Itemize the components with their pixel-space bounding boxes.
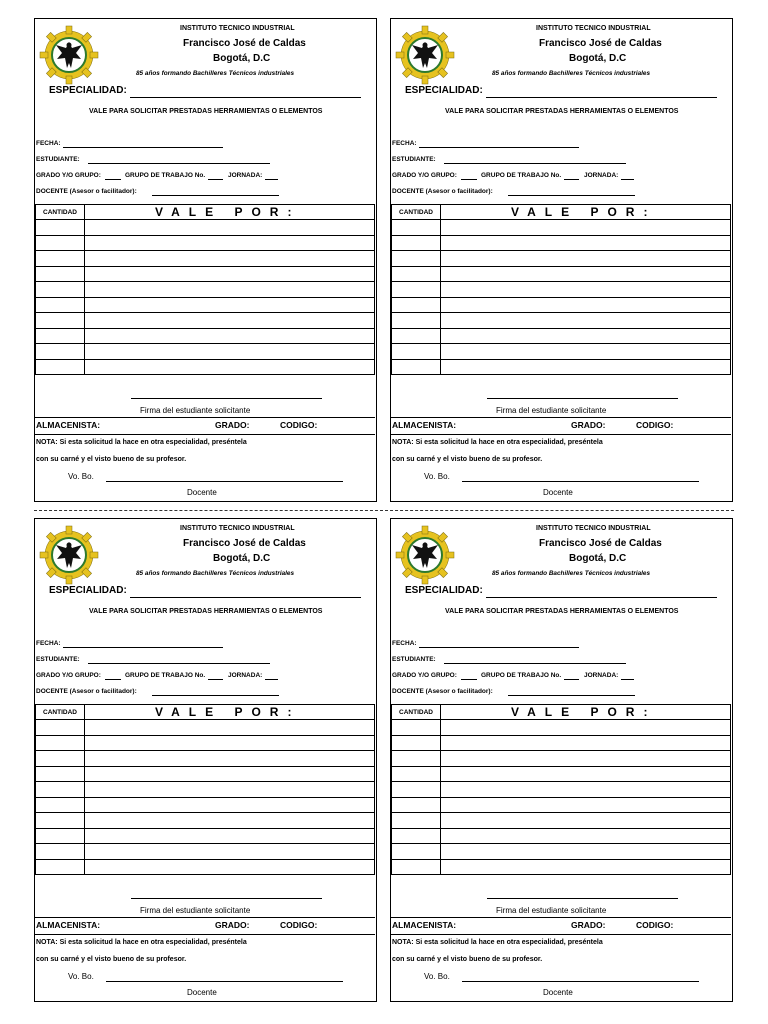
- item-description-cell[interactable]: [441, 282, 731, 298]
- note-line-1: NOTA: Si esta solicitud la hace en otra especialidad, preséntela: [36, 939, 247, 946]
- loan-voucher-form: [390, 518, 733, 1002]
- estudiante-field[interactable]: [444, 663, 626, 664]
- grado-grupo-label: GRADO Y/O GRUPO:: [392, 672, 457, 679]
- items-table: [391, 204, 731, 375]
- grupo-trabajo-field[interactable]: [208, 679, 223, 680]
- item-description-cell[interactable]: [441, 844, 731, 860]
- item-description-cell[interactable]: [85, 782, 375, 798]
- fecha-label: FECHA:: [36, 140, 61, 147]
- docente-label: DOCENTE (Asesor o facilitador):: [36, 688, 137, 695]
- divider: [35, 417, 375, 418]
- institution-name: INSTITUTO TECNICO INDUSTRIAL: [180, 25, 295, 32]
- almacenista-label: ALMACENISTA:: [36, 920, 101, 930]
- quantity-cell[interactable]: [392, 297, 441, 313]
- school-crest-icon: [393, 523, 457, 587]
- item-description-cell[interactable]: [441, 859, 731, 875]
- grado-label: GRADO:: [215, 920, 250, 930]
- student-signature-label: Firma del estudiante solicitante: [140, 906, 251, 915]
- form-title: VALE PARA SOLICITAR PRESTADAS HERRAMIENTAS O ELEMENTOS: [89, 108, 323, 115]
- especialidad-field[interactable]: [130, 597, 361, 598]
- almacenista-label: ALMACENISTA:: [36, 420, 101, 430]
- student-signature-label: Firma del estudiante solicitante: [496, 906, 607, 915]
- quantity-cell[interactable]: [36, 282, 85, 298]
- codigo-label: CODIGO:: [636, 920, 674, 930]
- item-row: [36, 313, 375, 329]
- item-description-cell[interactable]: [85, 313, 375, 329]
- item-row: [392, 720, 731, 736]
- estudiante-label: ESTUDIANTE:: [36, 656, 80, 663]
- jornada-field[interactable]: [621, 679, 634, 680]
- quantity-cell[interactable]: [36, 720, 85, 736]
- item-row: [392, 266, 731, 282]
- quantity-cell[interactable]: [392, 220, 441, 236]
- quantity-cell[interactable]: [36, 797, 85, 813]
- items-header-row: [36, 205, 375, 220]
- school-name: Francisco José de Caldas: [539, 538, 662, 549]
- grado-label: GRADO:: [571, 420, 606, 430]
- school-crest-icon: [393, 23, 457, 87]
- docente-signature-label: Docente: [187, 488, 217, 497]
- item-row: [36, 813, 375, 829]
- jornada-label: JORNADA:: [228, 172, 263, 179]
- city-name: Bogotá, D.C: [569, 553, 627, 564]
- school-name: Francisco José de Caldas: [539, 38, 662, 49]
- item-row: [392, 297, 731, 313]
- item-description-cell[interactable]: [85, 344, 375, 360]
- item-description-cell[interactable]: [441, 235, 731, 251]
- codigo-label: CODIGO:: [636, 420, 674, 430]
- quantity-cell[interactable]: [392, 782, 441, 798]
- vobo-label: Vo. Bo.: [68, 472, 94, 481]
- student-signature-label: Firma del estudiante solicitante: [496, 406, 607, 415]
- docente-label: DOCENTE (Asesor o facilitador):: [392, 688, 493, 695]
- note-line-1: NOTA: Si esta solicitud la hace en otra especialidad, preséntela: [36, 439, 247, 446]
- grupo-trabajo-label: GRUPO DE TRABAJO No.: [125, 672, 206, 679]
- quantity-cell[interactable]: [392, 720, 441, 736]
- item-description-cell[interactable]: [85, 828, 375, 844]
- item-row: [392, 344, 731, 360]
- quantity-cell[interactable]: [392, 844, 441, 860]
- form-title: VALE PARA SOLICITAR PRESTADAS HERRAMIENTAS O ELEMENTOS: [89, 608, 323, 615]
- item-description-cell[interactable]: [85, 235, 375, 251]
- item-row: [36, 297, 375, 313]
- note-line-2: con su carné y el visto bueno de su profesor.: [392, 456, 543, 463]
- item-description-cell[interactable]: [85, 220, 375, 236]
- item-description-cell[interactable]: [441, 328, 731, 344]
- grado-grupo-field[interactable]: [461, 179, 477, 180]
- item-row: [392, 282, 731, 298]
- note-line-1: NOTA: Si esta solicitud la hace en otra especialidad, preséntela: [392, 939, 603, 946]
- docente-label: DOCENTE (Asesor o facilitador):: [392, 188, 493, 195]
- grupo-trabajo-field[interactable]: [564, 679, 579, 680]
- fecha-label: FECHA:: [36, 640, 61, 647]
- institution-name: INSTITUTO TECNICO INDUSTRIAL: [536, 25, 651, 32]
- item-row: [392, 235, 731, 251]
- quantity-cell[interactable]: [392, 859, 441, 875]
- item-description-cell[interactable]: [441, 266, 731, 282]
- loan-voucher-form: [34, 18, 377, 502]
- form-title: VALE PARA SOLICITAR PRESTADAS HERRAMIENTAS O ELEMENTOS: [445, 608, 679, 615]
- tagline: 85 años formando Bachilleres Técnicos industriales: [492, 70, 651, 77]
- quantity-cell[interactable]: [36, 844, 85, 860]
- item-description-cell[interactable]: [85, 251, 375, 267]
- item-row: [36, 828, 375, 844]
- cut-line: [34, 510, 734, 511]
- item-description-cell[interactable]: [441, 828, 731, 844]
- divider: [391, 417, 731, 418]
- codigo-label: CODIGO:: [280, 920, 318, 930]
- item-row: [36, 782, 375, 798]
- quantity-cell[interactable]: [36, 313, 85, 329]
- docente-field[interactable]: [152, 195, 279, 196]
- quantity-cell[interactable]: [36, 220, 85, 236]
- quantity-cell[interactable]: [36, 235, 85, 251]
- school-crest-icon: [37, 523, 101, 587]
- estudiante-field[interactable]: [444, 163, 626, 164]
- grupo-trabajo-field[interactable]: [208, 179, 223, 180]
- loan-voucher-form: [34, 518, 377, 1002]
- grupo-trabajo-label: GRUPO DE TRABAJO No.: [125, 172, 206, 179]
- vobo-label: Vo. Bo.: [68, 972, 94, 981]
- quantity-cell[interactable]: [36, 782, 85, 798]
- tagline: 85 años formando Bachilleres Técnicos industriales: [492, 570, 651, 577]
- vale-por-header: VALE POR:: [441, 705, 731, 720]
- grado-label: GRADO:: [571, 920, 606, 930]
- docente-signature-label: Docente: [543, 488, 573, 497]
- estudiante-label: ESTUDIANTE:: [36, 156, 80, 163]
- cantidad-header: CANTIDAD: [36, 705, 85, 720]
- item-row: [36, 766, 375, 782]
- cantidad-header: CANTIDAD: [392, 705, 441, 720]
- vale-por-header: VALE POR:: [85, 705, 375, 720]
- fecha-field[interactable]: [419, 647, 579, 648]
- almacenista-label: ALMACENISTA:: [392, 420, 457, 430]
- docente-signature-label: Docente: [187, 988, 217, 997]
- jornada-label: JORNADA:: [584, 172, 619, 179]
- quantity-cell[interactable]: [36, 344, 85, 360]
- jornada-field[interactable]: [265, 679, 278, 680]
- quantity-cell[interactable]: [36, 859, 85, 875]
- item-description-cell[interactable]: [441, 220, 731, 236]
- grado-grupo-label: GRADO Y/O GRUPO:: [36, 672, 101, 679]
- item-row: [392, 782, 731, 798]
- items-table: [35, 704, 375, 875]
- estudiante-field[interactable]: [88, 663, 270, 664]
- item-row: [392, 828, 731, 844]
- grado-grupo-field[interactable]: [105, 179, 121, 180]
- grado-grupo-label: GRADO Y/O GRUPO:: [36, 172, 101, 179]
- item-row: [36, 844, 375, 860]
- item-row: [392, 220, 731, 236]
- quantity-cell[interactable]: [392, 328, 441, 344]
- item-row: [36, 251, 375, 267]
- item-row: [36, 220, 375, 236]
- quantity-cell[interactable]: [392, 266, 441, 282]
- quantity-cell[interactable]: [392, 344, 441, 360]
- item-row: [36, 797, 375, 813]
- jornada-label: JORNADA:: [584, 672, 619, 679]
- item-row: [36, 735, 375, 751]
- item-row: [36, 720, 375, 736]
- item-description-cell[interactable]: [441, 766, 731, 782]
- item-description-cell[interactable]: [441, 344, 731, 360]
- docente-field[interactable]: [152, 695, 279, 696]
- jornada-field[interactable]: [265, 179, 278, 180]
- fecha-label: FECHA:: [392, 140, 417, 147]
- estudiante-label: ESTUDIANTE:: [392, 156, 436, 163]
- quantity-cell[interactable]: [392, 797, 441, 813]
- item-description-cell[interactable]: [441, 735, 731, 751]
- divider: [391, 917, 731, 918]
- vobo-signature-field[interactable]: [462, 481, 699, 482]
- divider: [35, 434, 375, 435]
- item-description-cell[interactable]: [441, 782, 731, 798]
- fecha-field[interactable]: [63, 147, 223, 148]
- quantity-cell[interactable]: [392, 251, 441, 267]
- grado-grupo-field[interactable]: [105, 679, 121, 680]
- note-line-2: con su carné y el visto bueno de su profesor.: [392, 956, 543, 963]
- quantity-cell[interactable]: [392, 751, 441, 767]
- city-name: Bogotá, D.C: [213, 53, 271, 64]
- item-row: [392, 751, 731, 767]
- jornada-label: JORNADA:: [228, 672, 263, 679]
- item-row: [392, 797, 731, 813]
- quantity-cell[interactable]: [392, 235, 441, 251]
- quantity-cell[interactable]: [36, 766, 85, 782]
- student-signature-label: Firma del estudiante solicitante: [140, 406, 251, 415]
- fecha-field[interactable]: [419, 147, 579, 148]
- item-description-cell[interactable]: [85, 720, 375, 736]
- student-signature-field[interactable]: [131, 898, 322, 899]
- quantity-cell[interactable]: [392, 313, 441, 329]
- tagline: 85 años formando Bachilleres Técnicos industriales: [136, 570, 295, 577]
- item-description-cell[interactable]: [85, 766, 375, 782]
- item-description-cell[interactable]: [85, 844, 375, 860]
- school-crest-icon: [37, 23, 101, 87]
- item-description-cell[interactable]: [85, 359, 375, 375]
- especialidad-field[interactable]: [130, 97, 361, 98]
- items-header-row: [392, 705, 731, 720]
- loan-voucher-form: [390, 18, 733, 502]
- especialidad-label: ESPECIALIDAD:: [49, 85, 127, 96]
- item-row: [36, 328, 375, 344]
- items-table: [391, 704, 731, 875]
- especialidad-label: ESPECIALIDAD:: [49, 585, 127, 596]
- item-description-cell[interactable]: [85, 328, 375, 344]
- item-row: [392, 313, 731, 329]
- item-row: [392, 859, 731, 875]
- divider: [35, 934, 375, 935]
- cantidad-header: CANTIDAD: [36, 205, 85, 220]
- item-description-cell[interactable]: [441, 251, 731, 267]
- institution-name: INSTITUTO TECNICO INDUSTRIAL: [180, 525, 295, 532]
- quantity-cell[interactable]: [392, 766, 441, 782]
- item-row: [36, 282, 375, 298]
- quantity-cell[interactable]: [392, 813, 441, 829]
- items-header-row: [36, 705, 375, 720]
- item-row: [392, 813, 731, 829]
- grado-grupo-field[interactable]: [461, 679, 477, 680]
- especialidad-field[interactable]: [486, 597, 717, 598]
- student-signature-field[interactable]: [131, 398, 322, 399]
- quantity-cell[interactable]: [36, 828, 85, 844]
- fecha-field[interactable]: [63, 647, 223, 648]
- divider: [391, 934, 731, 935]
- docente-signature-label: Docente: [543, 988, 573, 997]
- estudiante-label: ESTUDIANTE:: [392, 656, 436, 663]
- item-description-cell[interactable]: [85, 266, 375, 282]
- student-signature-field[interactable]: [487, 898, 678, 899]
- estudiante-field[interactable]: [88, 163, 270, 164]
- jornada-field[interactable]: [621, 179, 634, 180]
- item-description-cell[interactable]: [441, 797, 731, 813]
- form-title: VALE PARA SOLICITAR PRESTADAS HERRAMIENTAS O ELEMENTOS: [445, 108, 679, 115]
- items-header-row: [392, 205, 731, 220]
- grado-label: GRADO:: [215, 420, 250, 430]
- item-description-cell[interactable]: [441, 720, 731, 736]
- quantity-cell[interactable]: [36, 359, 85, 375]
- item-row: [36, 359, 375, 375]
- city-name: Bogotá, D.C: [569, 53, 627, 64]
- item-description-cell[interactable]: [85, 797, 375, 813]
- quantity-cell[interactable]: [392, 735, 441, 751]
- vobo-signature-field[interactable]: [106, 481, 343, 482]
- especialidad-label: ESPECIALIDAD:: [405, 85, 483, 96]
- quantity-cell[interactable]: [36, 266, 85, 282]
- quantity-cell[interactable]: [392, 359, 441, 375]
- item-row: [392, 251, 731, 267]
- item-description-cell[interactable]: [441, 359, 731, 375]
- especialidad-label: ESPECIALIDAD:: [405, 585, 483, 596]
- vobo-label: Vo. Bo.: [424, 972, 450, 981]
- docente-field[interactable]: [508, 195, 635, 196]
- item-description-cell[interactable]: [441, 297, 731, 313]
- quantity-cell[interactable]: [36, 328, 85, 344]
- item-row: [392, 359, 731, 375]
- vobo-signature-field[interactable]: [106, 981, 343, 982]
- item-description-cell[interactable]: [85, 297, 375, 313]
- cantidad-header: CANTIDAD: [392, 205, 441, 220]
- item-description-cell[interactable]: [85, 282, 375, 298]
- school-name: Francisco José de Caldas: [183, 38, 306, 49]
- note-line-1: NOTA: Si esta solicitud la hace en otra especialidad, preséntela: [392, 439, 603, 446]
- note-line-2: con su carné y el visto bueno de su profesor.: [36, 956, 187, 963]
- item-description-cell[interactable]: [85, 859, 375, 875]
- item-row: [392, 766, 731, 782]
- vale-por-header: VALE POR:: [441, 205, 731, 220]
- quantity-cell[interactable]: [36, 813, 85, 829]
- item-row: [36, 266, 375, 282]
- grupo-trabajo-field[interactable]: [564, 179, 579, 180]
- quantity-cell[interactable]: [392, 282, 441, 298]
- quantity-cell[interactable]: [36, 297, 85, 313]
- item-row: [36, 235, 375, 251]
- student-signature-field[interactable]: [487, 398, 678, 399]
- item-row: [36, 344, 375, 360]
- vobo-signature-field[interactable]: [462, 981, 699, 982]
- item-description-cell[interactable]: [441, 813, 731, 829]
- grado-grupo-label: GRADO Y/O GRUPO:: [392, 172, 457, 179]
- city-name: Bogotá, D.C: [213, 553, 271, 564]
- item-row: [392, 844, 731, 860]
- item-row: [36, 751, 375, 767]
- institution-name: INSTITUTO TECNICO INDUSTRIAL: [536, 525, 651, 532]
- vale-por-header: VALE POR:: [85, 205, 375, 220]
- school-name: Francisco José de Caldas: [183, 538, 306, 549]
- quantity-cell[interactable]: [36, 735, 85, 751]
- almacenista-label: ALMACENISTA:: [392, 920, 457, 930]
- codigo-label: CODIGO:: [280, 420, 318, 430]
- item-description-cell[interactable]: [85, 735, 375, 751]
- item-description-cell[interactable]: [441, 313, 731, 329]
- item-row: [36, 859, 375, 875]
- fecha-label: FECHA:: [392, 640, 417, 647]
- especialidad-field[interactable]: [486, 97, 717, 98]
- divider: [35, 917, 375, 918]
- grupo-trabajo-label: GRUPO DE TRABAJO No.: [481, 672, 562, 679]
- tagline: 85 años formando Bachilleres Técnicos industriales: [136, 70, 295, 77]
- items-table: [35, 204, 375, 375]
- item-description-cell[interactable]: [85, 813, 375, 829]
- quantity-cell[interactable]: [36, 251, 85, 267]
- quantity-cell[interactable]: [36, 751, 85, 767]
- note-line-2: con su carné y el visto bueno de su profesor.: [36, 456, 187, 463]
- quantity-cell[interactable]: [392, 828, 441, 844]
- divider: [391, 434, 731, 435]
- item-row: [392, 735, 731, 751]
- item-description-cell[interactable]: [85, 751, 375, 767]
- item-row: [392, 328, 731, 344]
- vobo-label: Vo. Bo.: [424, 472, 450, 481]
- item-description-cell[interactable]: [441, 751, 731, 767]
- docente-field[interactable]: [508, 695, 635, 696]
- docente-label: DOCENTE (Asesor o facilitador):: [36, 188, 137, 195]
- grupo-trabajo-label: GRUPO DE TRABAJO No.: [481, 172, 562, 179]
